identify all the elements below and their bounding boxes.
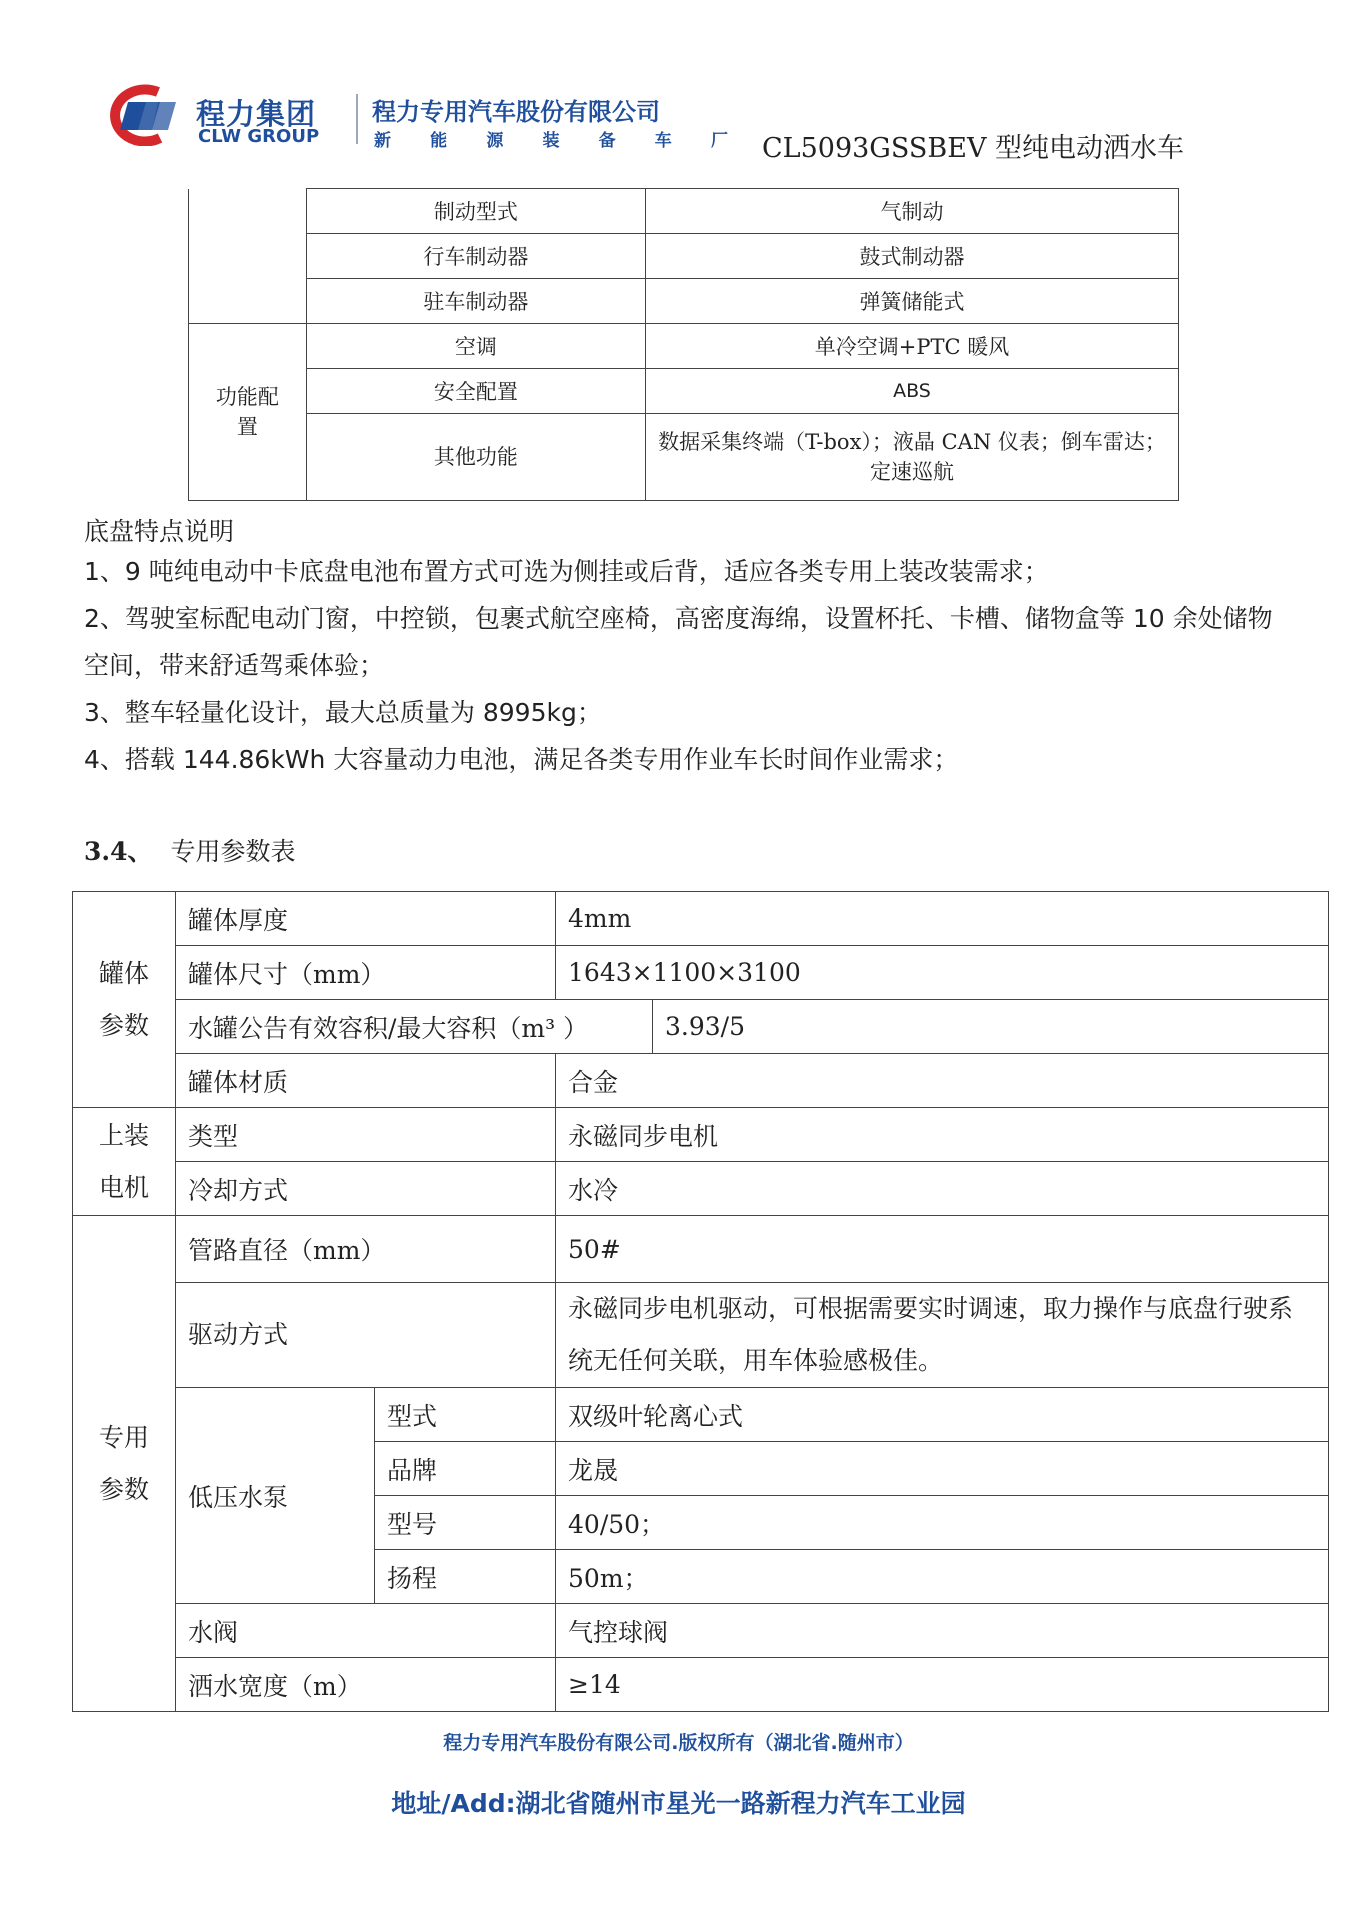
table-row <box>189 279 1179 324</box>
table-cell-value: ABS <box>646 369 1179 414</box>
table-row <box>73 892 1329 946</box>
table-cell-name: 驱动方式 <box>176 1283 556 1388</box>
table-row <box>73 1658 1329 1712</box>
model-title: CL5093GSSBEV 型纯电动洒水车 <box>762 133 1185 164</box>
table-cell-value: 40/50； <box>556 1496 1329 1550</box>
feature-item: 1、9 吨纯电动中卡底盘电池布置方式可选为侧挂或后背，适应各类专用上装改装需求； <box>84 557 1049 586</box>
subtitle-char: 备 <box>598 131 616 151</box>
feature-item: 4、搭载 144.86kWh 大容量动力电池，满足各类专用作业车长时间作业需求； <box>84 745 959 774</box>
features-title: 底盘特点说明 <box>84 517 235 546</box>
table-category <box>189 324 307 501</box>
table-cell-name: 安全配置 <box>306 369 645 414</box>
table-cell-subname: 品牌 <box>375 1442 556 1496</box>
feature-item: 3、整车轻量化设计，最大总质量为 8995kg； <box>84 698 602 727</box>
category-label: 上装电机 <box>98 1120 149 1202</box>
table-cell-name: 罐体厚度 <box>176 892 556 946</box>
table-cell-name: 罐体材质 <box>176 1054 556 1108</box>
table-cell-value <box>646 414 1179 501</box>
table-cell-subname: 型式 <box>375 1388 556 1442</box>
subtitle-char: 能 <box>430 131 448 151</box>
table-category <box>73 1216 176 1712</box>
section-number: 3.4、 <box>84 837 153 866</box>
chassis-config-table <box>188 188 1179 501</box>
feature-item: 2、驾驶室标配电动门窗，中控锁，包裹式航空座椅，高密度海绵，设置杯托、卡槽、储物盒等 10 余处储物空间，带来舒适驾乘体验； <box>84 604 1273 680</box>
table-cell-value: 龙晟 <box>556 1442 1329 1496</box>
section-title: 专用参数表 <box>170 837 296 866</box>
table-cell-subname: 型号 <box>375 1496 556 1550</box>
section-heading <box>84 832 296 868</box>
company-subtitle <box>374 126 728 151</box>
table-cell-empty <box>189 189 307 324</box>
table-row <box>73 946 1329 1000</box>
table-row <box>73 1162 1329 1216</box>
table-row <box>73 1108 1329 1162</box>
table-cell-name: 水罐公告有效容积/最大容积（m³ ） <box>176 1000 653 1054</box>
table-cell-value: 永磁同步电机驱动，可根据需要实时调速，取力操作与底盘行驶系统无任何关联，用车体验感极佳。 <box>556 1283 1329 1388</box>
table-cell-value: 水冷 <box>556 1162 1329 1216</box>
table-cell-name: 洒水宽度（m） <box>176 1658 556 1712</box>
table-category <box>73 1108 176 1216</box>
table-cell-name: 低压水泵 <box>176 1388 375 1604</box>
table-cell-value: 气制动 <box>646 189 1179 234</box>
table-cell-value: 鼓式制动器 <box>646 234 1179 279</box>
subtitle-char: 厂 <box>710 131 728 151</box>
table-cell-value: 永磁同步电机 <box>556 1108 1329 1162</box>
table-row <box>73 1604 1329 1658</box>
brand-name-cn: 程力集团 <box>196 97 317 131</box>
table-row <box>189 369 1179 414</box>
other-functions-text: 数据采集终端（T-box）；液晶 CAN 仪表；倒车雷达；定速巡航 <box>658 429 1166 484</box>
subtitle-char: 装 <box>542 131 560 151</box>
footer-copyright: 程力专用汽车股份有限公司.版权所有（湖北省.随州市） <box>443 1732 914 1754</box>
table-row <box>189 189 1179 234</box>
table-row <box>73 1283 1329 1388</box>
table-cell-name: 类型 <box>176 1108 556 1162</box>
table-cell-value: 50m； <box>556 1550 1329 1604</box>
table-row <box>73 1000 1329 1054</box>
table-cell-name: 其他功能 <box>306 414 645 501</box>
subtitle-char: 源 <box>486 131 504 151</box>
table-cell-name: 制动型式 <box>306 189 645 234</box>
table-category <box>73 892 176 1108</box>
table-cell-value: 1643×1100×3100 <box>556 946 1329 1000</box>
table-row <box>73 1216 1329 1283</box>
brand-name-en: CLW GROUP <box>198 126 320 147</box>
table-cell-value: 单冷空调+PTC 暖风 <box>646 324 1179 369</box>
special-params-table <box>72 891 1329 1712</box>
clw-logo-icon <box>98 84 178 146</box>
table-cell-name: 行车制动器 <box>306 234 645 279</box>
table-cell-value: ≥14 <box>556 1658 1329 1712</box>
table-cell-value: 气控球阀 <box>556 1604 1329 1658</box>
table-cell-subname: 扬程 <box>375 1550 556 1604</box>
category-label: 专用参数 <box>98 1422 149 1504</box>
company-name: 程力专用汽车股份有限公司 <box>372 98 660 126</box>
table-cell-value: 双级叶轮离心式 <box>556 1388 1329 1442</box>
table-row <box>189 234 1179 279</box>
table-cell-value: 3.93/5 <box>653 1000 1329 1054</box>
subtitle-char: 车 <box>654 131 672 151</box>
table-cell-name: 驻车制动器 <box>306 279 645 324</box>
table-cell-value: 50# <box>556 1216 1329 1283</box>
table-row <box>73 1388 1329 1442</box>
header-divider <box>356 94 358 144</box>
table-cell-name: 管路直径（mm） <box>176 1216 556 1283</box>
table-cell-value: 弹簧储能式 <box>646 279 1179 324</box>
table-row <box>73 1054 1329 1108</box>
table-cell-name: 罐体尺寸（mm） <box>176 946 556 1000</box>
table-cell-name: 冷却方式 <box>176 1162 556 1216</box>
features-list <box>84 548 1274 783</box>
table-row <box>189 324 1179 369</box>
subtitle-char: 新 <box>374 131 391 151</box>
table-cell-name: 水阀 <box>176 1604 556 1658</box>
table-row <box>189 414 1179 501</box>
table-cell-name: 空调 <box>306 324 645 369</box>
category-label: 功能配置 <box>215 384 279 439</box>
footer-address: 地址/Add:湖北省随州市星光一路新程力汽车工业园 <box>391 1789 966 1818</box>
table-cell-value: 4mm <box>556 892 1329 946</box>
table-cell-value: 合金 <box>556 1054 1329 1108</box>
category-label: 罐体参数 <box>98 958 149 1040</box>
